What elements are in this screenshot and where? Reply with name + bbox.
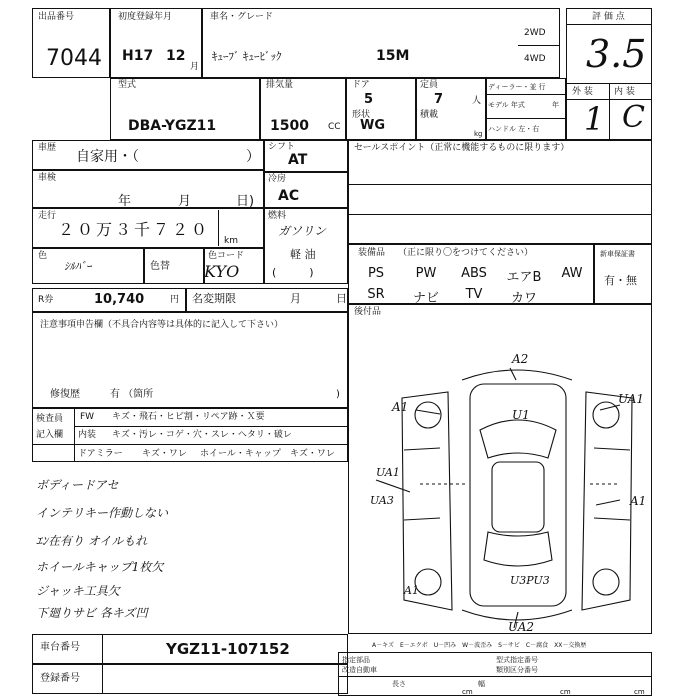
score-value: 3.5 — [586, 32, 647, 76]
inspection-month: 月 — [178, 194, 192, 209]
recycle-value: 10,740 — [94, 292, 145, 307]
score-split — [609, 83, 610, 140]
mileage-label: 走行 — [38, 211, 57, 221]
load-unit: kg — [474, 130, 483, 138]
equip-aw: AW — [561, 266, 583, 281]
model-year-unit: 年 — [552, 101, 559, 109]
specified-parts-cell — [338, 652, 652, 696]
color-change-label: 色替 — [150, 261, 170, 272]
usage-cell — [32, 140, 264, 170]
aircon-value: AC — [278, 188, 300, 204]
wheel-cap-items: キズ・ワレ — [290, 449, 335, 459]
registration-label: 登録番号 — [40, 673, 80, 684]
inspection-label: 車検 — [38, 173, 57, 183]
type-label: 型式 — [118, 80, 137, 90]
damage-mark: A1 — [404, 584, 419, 597]
score-label: 評 価 点 — [592, 12, 625, 22]
shift-label: シフト — [268, 142, 296, 152]
lot-number: 7044 — [46, 46, 102, 71]
capacity-label: 定員 — [420, 80, 439, 90]
handle-label: ハンドル 左・右 — [488, 125, 540, 133]
model-name: ｷｭｰﾌﾞ ｷｭｰﾋﾞｯｸ — [212, 50, 282, 63]
equip-abs: ABS — [461, 266, 487, 281]
inspection-day: 日) — [236, 194, 255, 209]
equipment-label: 装備品 — [358, 248, 386, 258]
mileage-value: ２０万３千７２０ — [58, 220, 211, 239]
specified-parts-label: 指定部品 — [342, 656, 370, 664]
width-label: 幅 — [478, 680, 485, 688]
interior-items: キズ・汚レ・コゲ・穴・スレ・ヘタリ・破レ — [112, 430, 292, 440]
sales-point-cell — [348, 140, 652, 244]
first-reg-year: H17 — [122, 48, 154, 64]
equip-navi: ナビ — [412, 291, 439, 306]
fuel-value: ガソリン — [278, 224, 327, 238]
shape-value: WG — [360, 118, 386, 133]
exterior-score: 1 — [584, 100, 605, 138]
notes-title: 注意事項申告欄（不具合内容等は具体的に記入して下さい） — [40, 320, 284, 330]
note-line: ボディードアセ — [36, 478, 119, 492]
drive-divider — [518, 45, 560, 46]
inspector-label-1: 検査員 — [36, 414, 64, 424]
spec-line — [338, 676, 652, 677]
approval-label: 型式指定番号 — [496, 656, 538, 664]
inspection-cell — [32, 170, 264, 208]
aircon-label: 冷房 — [268, 174, 287, 184]
color-value: ｼﾙﾊﾞｰ — [64, 260, 92, 273]
inspection-year: 年 — [118, 194, 132, 209]
shift-value: AT — [288, 152, 308, 168]
damage-mark: A1 — [630, 494, 647, 508]
doors-label: ドア — [352, 80, 370, 90]
dealer-label: ディーラー・並 行 — [488, 83, 546, 91]
repair-close: ) — [336, 389, 340, 400]
door-mirror-items: キズ・ワレ — [142, 449, 187, 459]
fw-items: キズ・飛石・ヒビ割・リペア跡・Ｘ要 — [112, 412, 265, 422]
note-line: ジャッキ工具欠 — [36, 584, 120, 598]
model-year-label: モデル 年式 — [488, 101, 525, 109]
type-value: DBA-YGZ11 — [128, 118, 217, 134]
inspector-split — [74, 408, 75, 462]
warranty-label: 新車保証書 — [600, 250, 635, 258]
dealer-line-2 — [486, 118, 566, 119]
note-line: ｴﾝ在有り オイルもれ — [36, 534, 148, 548]
sales-point-label: セールスポイント（正常に機能するものに限ります） — [354, 143, 570, 153]
damage-mark: UA1 — [376, 466, 400, 479]
height-unit: cm — [634, 688, 645, 696]
equip-pw: PW — [415, 266, 437, 281]
repair-value: 有 （箇所 — [110, 389, 154, 400]
width-unit: cm — [560, 688, 571, 696]
color-code: KYO — [204, 262, 240, 281]
expiry-day: 日 — [336, 292, 347, 305]
wheel-cap-label: ホイール・キャップ — [200, 449, 281, 459]
model-label: 車名・グレード — [210, 12, 274, 22]
equip-airbag: エアB — [506, 270, 542, 285]
damage-mark: UA2 — [508, 620, 535, 634]
damage-mark: UA3 — [370, 494, 394, 507]
exterior-label: 外 装 — [572, 87, 593, 97]
score-line-1 — [566, 24, 652, 25]
interior-inspect-label: 内装 — [78, 430, 97, 440]
shape-label: 形状 — [352, 110, 371, 120]
inspector-label-2: 記入欄 — [36, 430, 64, 440]
color-code-label: 色コード — [208, 251, 245, 261]
color-label: 色 — [38, 251, 48, 261]
sp-line-1 — [348, 184, 652, 185]
equip-sr: SR — [367, 287, 385, 302]
door-mirror-label: ドアミラー — [78, 449, 123, 459]
drive-4wd: 4WD — [524, 54, 546, 64]
sp-line-2 — [348, 214, 652, 215]
mileage-tick — [218, 210, 219, 246]
equip-ps: PS — [367, 266, 385, 281]
inspector-line-2 — [32, 444, 348, 445]
category-label: 類別区分番号 — [496, 666, 538, 674]
usage-label: 車歴 — [38, 143, 57, 153]
first-reg-month: 12 — [166, 48, 186, 64]
damage-mark: A1 — [392, 400, 409, 414]
expiry-label: 名変期限 — [192, 292, 236, 305]
fuel-label: 燃料 — [268, 211, 287, 221]
inspector-line-1 — [74, 426, 348, 427]
damage-mark: U1 — [512, 408, 530, 422]
chassis-split — [102, 634, 103, 664]
capacity-value: 7 — [434, 92, 444, 107]
damage-mark: A2 — [512, 352, 529, 366]
chassis-value: YGZ11-107152 — [166, 640, 290, 658]
rear-parts-label: 後付品 — [354, 307, 382, 317]
usage-value: 自家用・（ — [76, 149, 139, 165]
capacity-unit: 人 — [472, 96, 482, 106]
equip-tv: TV — [465, 287, 483, 302]
modified-label: 改造自動車 — [342, 666, 377, 674]
first-reg-label: 初度登録年月 — [118, 12, 173, 22]
equip-leather: カワ — [510, 291, 537, 306]
recycle-label: R券 — [38, 295, 54, 305]
expiry-month: 月 — [290, 292, 301, 305]
mileage-unit: km — [224, 236, 238, 246]
warranty-value: 有・無 — [604, 274, 637, 287]
fw-label: FW — [80, 412, 95, 422]
damage-mark: UA1 — [618, 392, 645, 406]
registration-split — [102, 664, 103, 694]
recycle-unit: 円 — [170, 295, 180, 305]
damage-mark: U3PU3 — [510, 574, 550, 587]
load-label: 積載 — [420, 110, 439, 120]
damage-legend: A－キズ E－エクボ U－凹み W－波歪み S－サビ C－腐食 XX－交換歴 — [372, 642, 587, 649]
dealer-line-1 — [486, 94, 566, 95]
displacement-label: 排気量 — [266, 80, 294, 90]
note-line: インテリキー作動しない — [36, 506, 169, 520]
fuel-diesel: 軽 油 — [290, 248, 316, 261]
length-unit: cm — [462, 688, 473, 696]
fuel-paren: ( ) — [272, 266, 314, 279]
drive-2wd: 2WD — [524, 28, 546, 38]
displacement-value: 1500 — [270, 118, 309, 134]
displacement-unit: CC — [328, 122, 341, 132]
first-reg-month-unit: 月 — [190, 62, 200, 72]
usage-close: ） — [246, 149, 260, 165]
repair-label: 修復歴 — [50, 389, 80, 400]
note-line: ホイールキャップ1枚欠 — [36, 560, 164, 574]
interior-label: 内 装 — [614, 87, 635, 97]
model-grade: 15M — [376, 48, 410, 64]
note-line: 下廻りサビ 各キズ凹 — [36, 606, 148, 620]
lot-label: 出品番号 — [38, 12, 75, 22]
length-label: 長さ — [392, 680, 406, 688]
chassis-label: 車台番号 — [40, 642, 80, 653]
equipment-note: （正に限り〇をつけてください） — [398, 248, 534, 258]
interior-score: C — [622, 100, 645, 135]
doors-value: 5 — [364, 92, 374, 107]
